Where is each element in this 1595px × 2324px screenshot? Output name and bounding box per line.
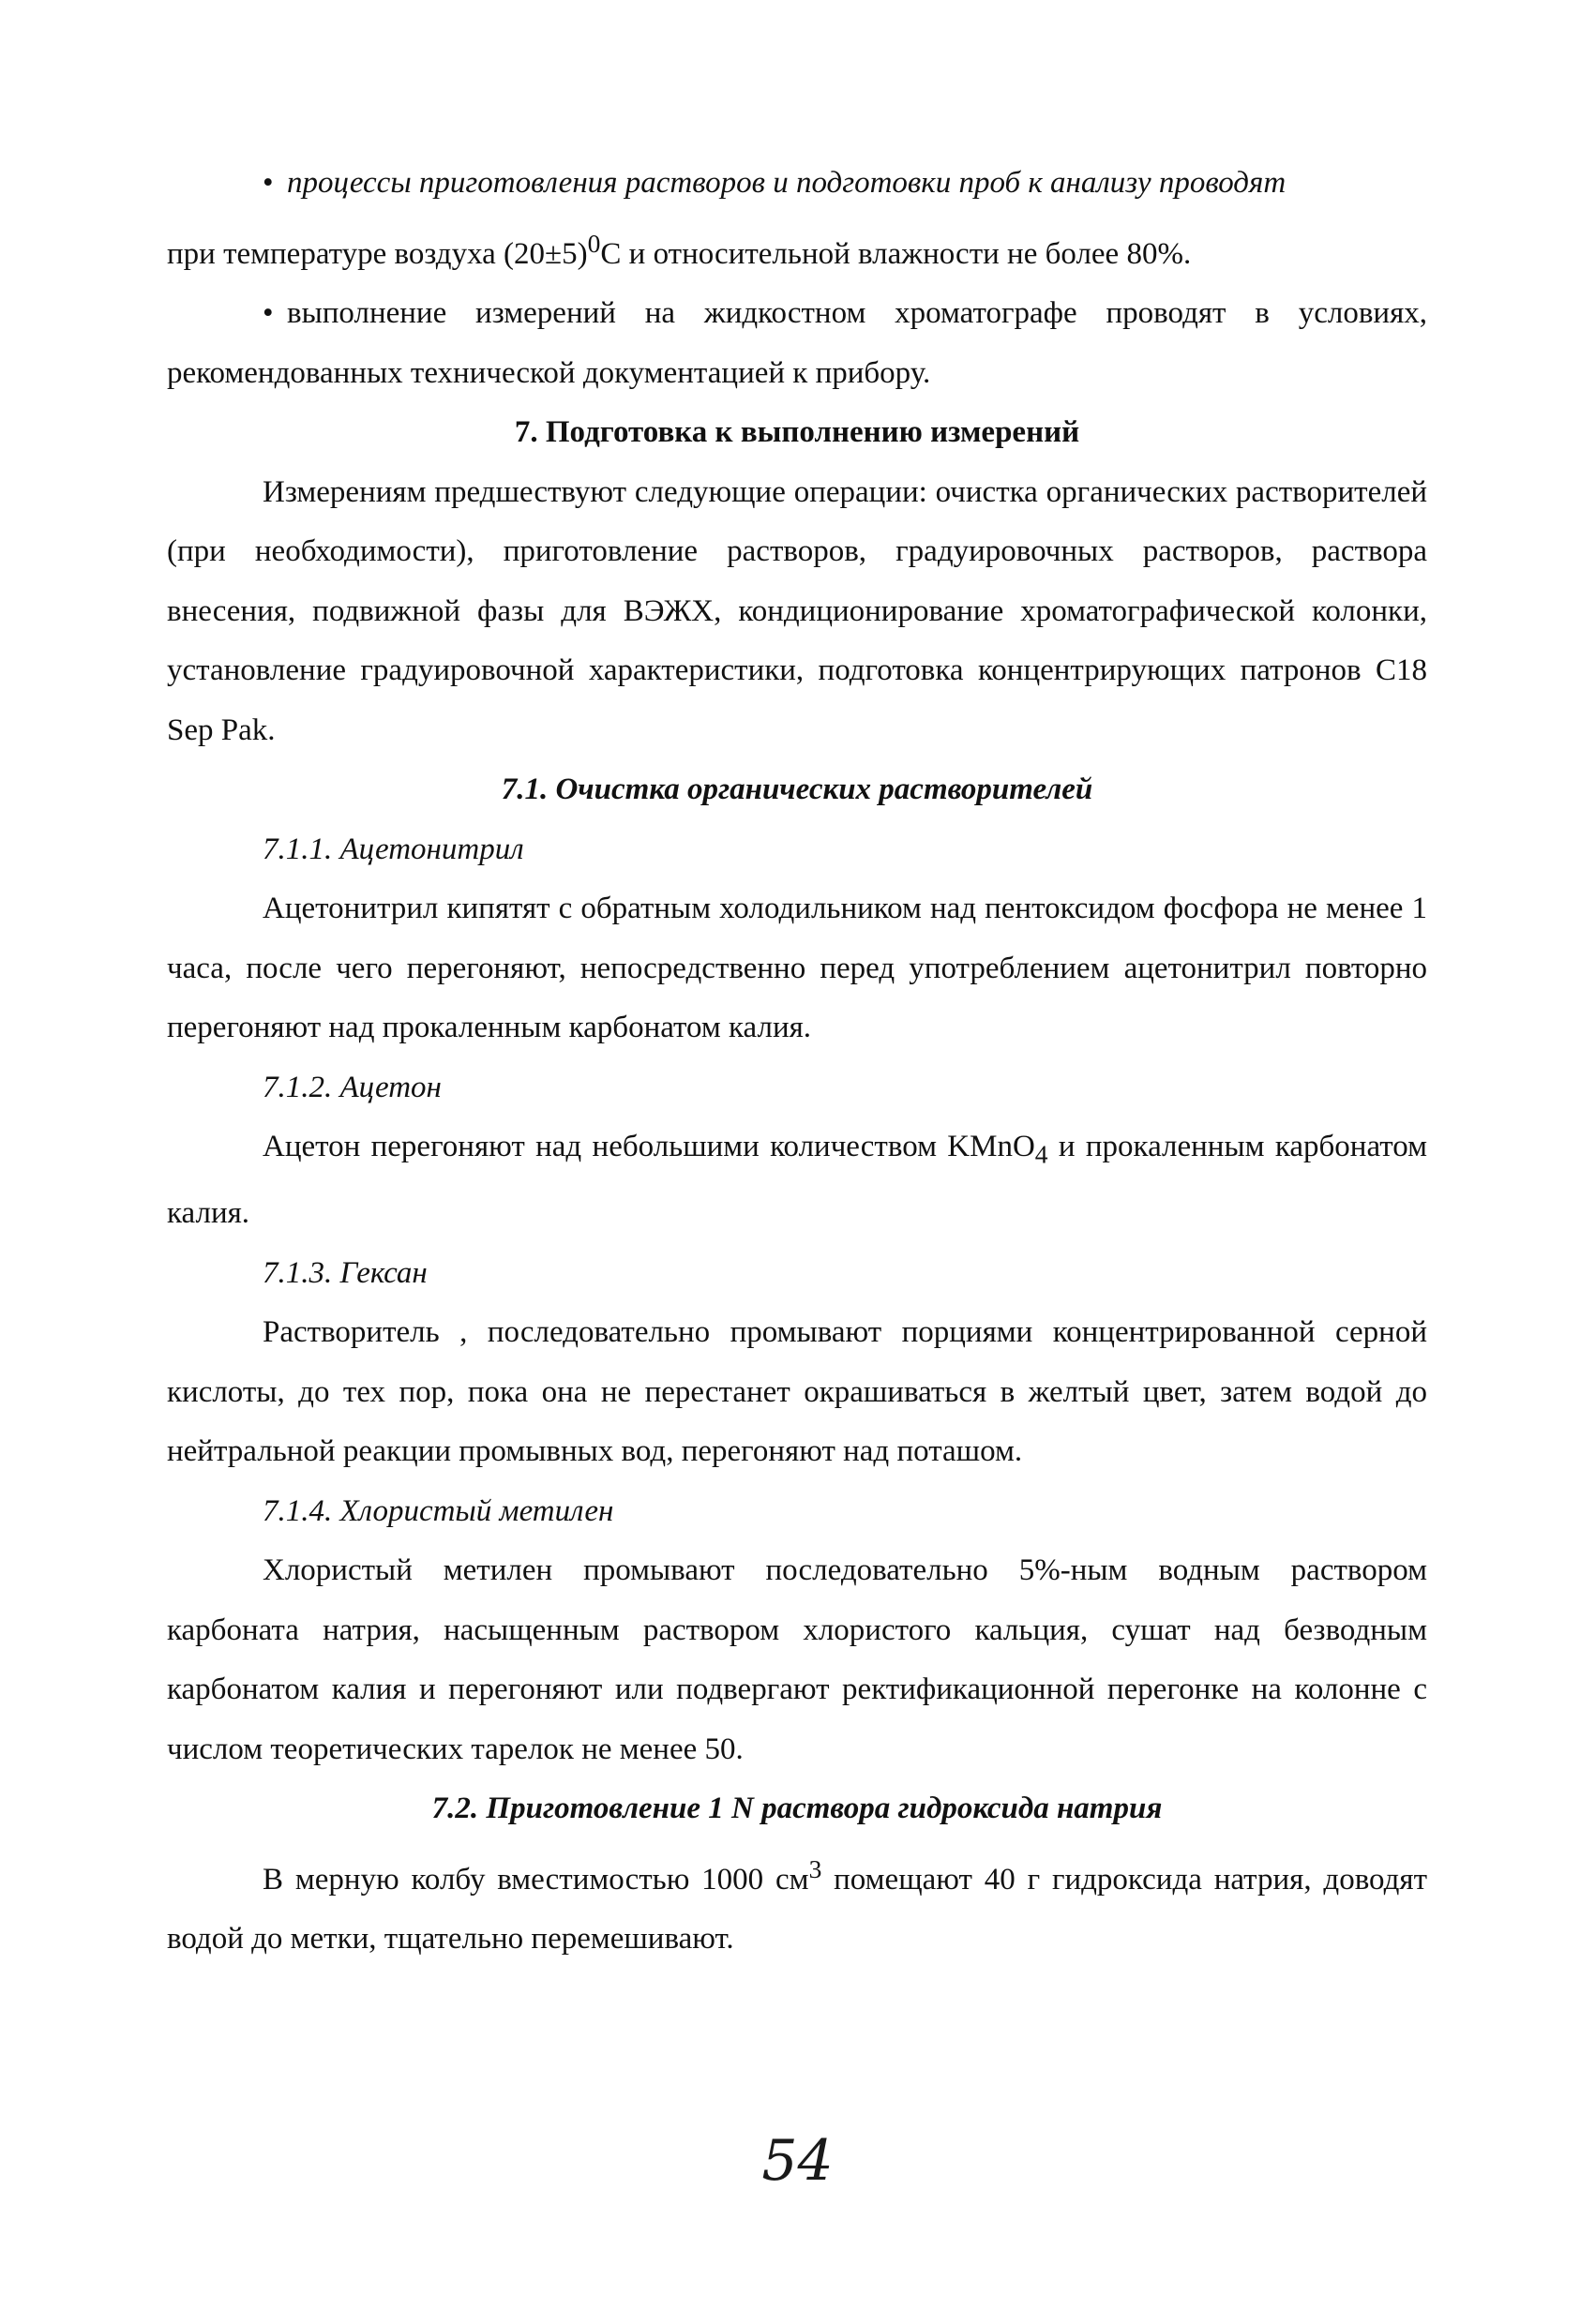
section-7-2-title-n: 1 N <box>708 1792 754 1826</box>
section-7-1-2-text-after: и прокаленным карбонатом калия. <box>167 1130 1427 1231</box>
section-7-2-text-after: помещают 40 г гидроксида натрия, доводят водой до метки, тщательно перемешивают. <box>167 1862 1428 1957</box>
section-7-intro: Измерениям предшествуют следующие операции: очистка органических растворителей (при необходимости), приготовление растворов, градуировочных растворов, раствора внесения, подвижной фазы для ВЭЖХ, кондиционирование хроматографической колонки, установление градуировочной характеристики, подготовка концентрирующих патронов С18 Sep Pak. <box>167 474 1427 747</box>
page-content <box>167 154 1427 1970</box>
bullet-2-text: выполнение измерений на жидкостном хроматографе проводят в условиях, рекомендованных технической документацией к прибору. <box>167 296 1427 390</box>
section-7-1-3-title: 7.1.3. Гексан <box>263 1255 428 1290</box>
degree-superscript: 0 <box>587 228 601 258</box>
bullet-icon: • <box>263 166 274 200</box>
section-7-2-title-after: раствора гидроксида натрия <box>753 1792 1163 1826</box>
subscript-4: 4 <box>1034 1139 1048 1169</box>
bullet-item-1 <box>167 154 1427 284</box>
section-7-1-4-text: Хлористый метилен промывают последовательно 5%-ным водным раствором карбоната натрия, насыщенным раствором хлористого кальция, сушат над безводным карбонатом калия и перегоняют или подвергают ректификационной перегонке на колонне с числом теоретических тарелок не менее 50. <box>167 1553 1427 1766</box>
bullet-1-line-1: процессы приготовления растворов и подготовки проб к анализу проводят <box>287 166 1287 200</box>
section-7-1-4-title: 7.1.4. Хлористый метилен <box>263 1493 614 1528</box>
section-7-1-2-text <box>167 1117 1427 1244</box>
page-number: 54 <box>761 2128 834 2194</box>
section-7-2-text <box>167 1839 1427 1970</box>
cubic-superscript: 3 <box>808 1853 822 1883</box>
bullet-1-line-2: при температуре воздуха (20±5) <box>167 236 588 271</box>
section-7-1-title: 7.1. Очистка органических растворителей <box>501 772 1093 806</box>
bullet-1-line-2-end: С и относительной влажности не более 80%. <box>600 236 1192 271</box>
section-7-1-2-title: 7.1.2. Ацетон <box>263 1070 442 1104</box>
section-7-1-3-text: Растворитель , последовательно промывают порциями концентрированной серной кислоты, до тех пор, пока она не перестанет окрашиваться в желтый цвет, затем водой до нейтральной реакции промывных вод, перегоняют над поташом. <box>167 1315 1427 1469</box>
section-7-1-2-text-before: Ацетон перегоняют над небольшими количеством KMnO <box>263 1130 1035 1163</box>
section-7-title: 7. Подготовка к выполнению измерений <box>514 415 1080 449</box>
bullet-item-2 <box>167 284 1427 403</box>
section-7-2-title <box>167 1779 1427 1839</box>
section-7-1-1-title: 7.1.1. Ацетонитрил <box>263 832 524 866</box>
section-7-1-1-text: Ацетонитрил кипятят с обратным холодильником над пентоксидом фосфора не менее 1 часа, после чего перегоняют, непосредственно перед употреблением ацетонитрил повторно перегоняют над прокаленным карбонатом калия. <box>167 892 1427 1044</box>
section-7-2-text-before: В мерную колбу вместимостью 1000 см <box>263 1862 809 1897</box>
bullet-icon: • <box>263 296 274 330</box>
section-7-2-title-before: 7.2. Приготовление <box>431 1792 709 1826</box>
